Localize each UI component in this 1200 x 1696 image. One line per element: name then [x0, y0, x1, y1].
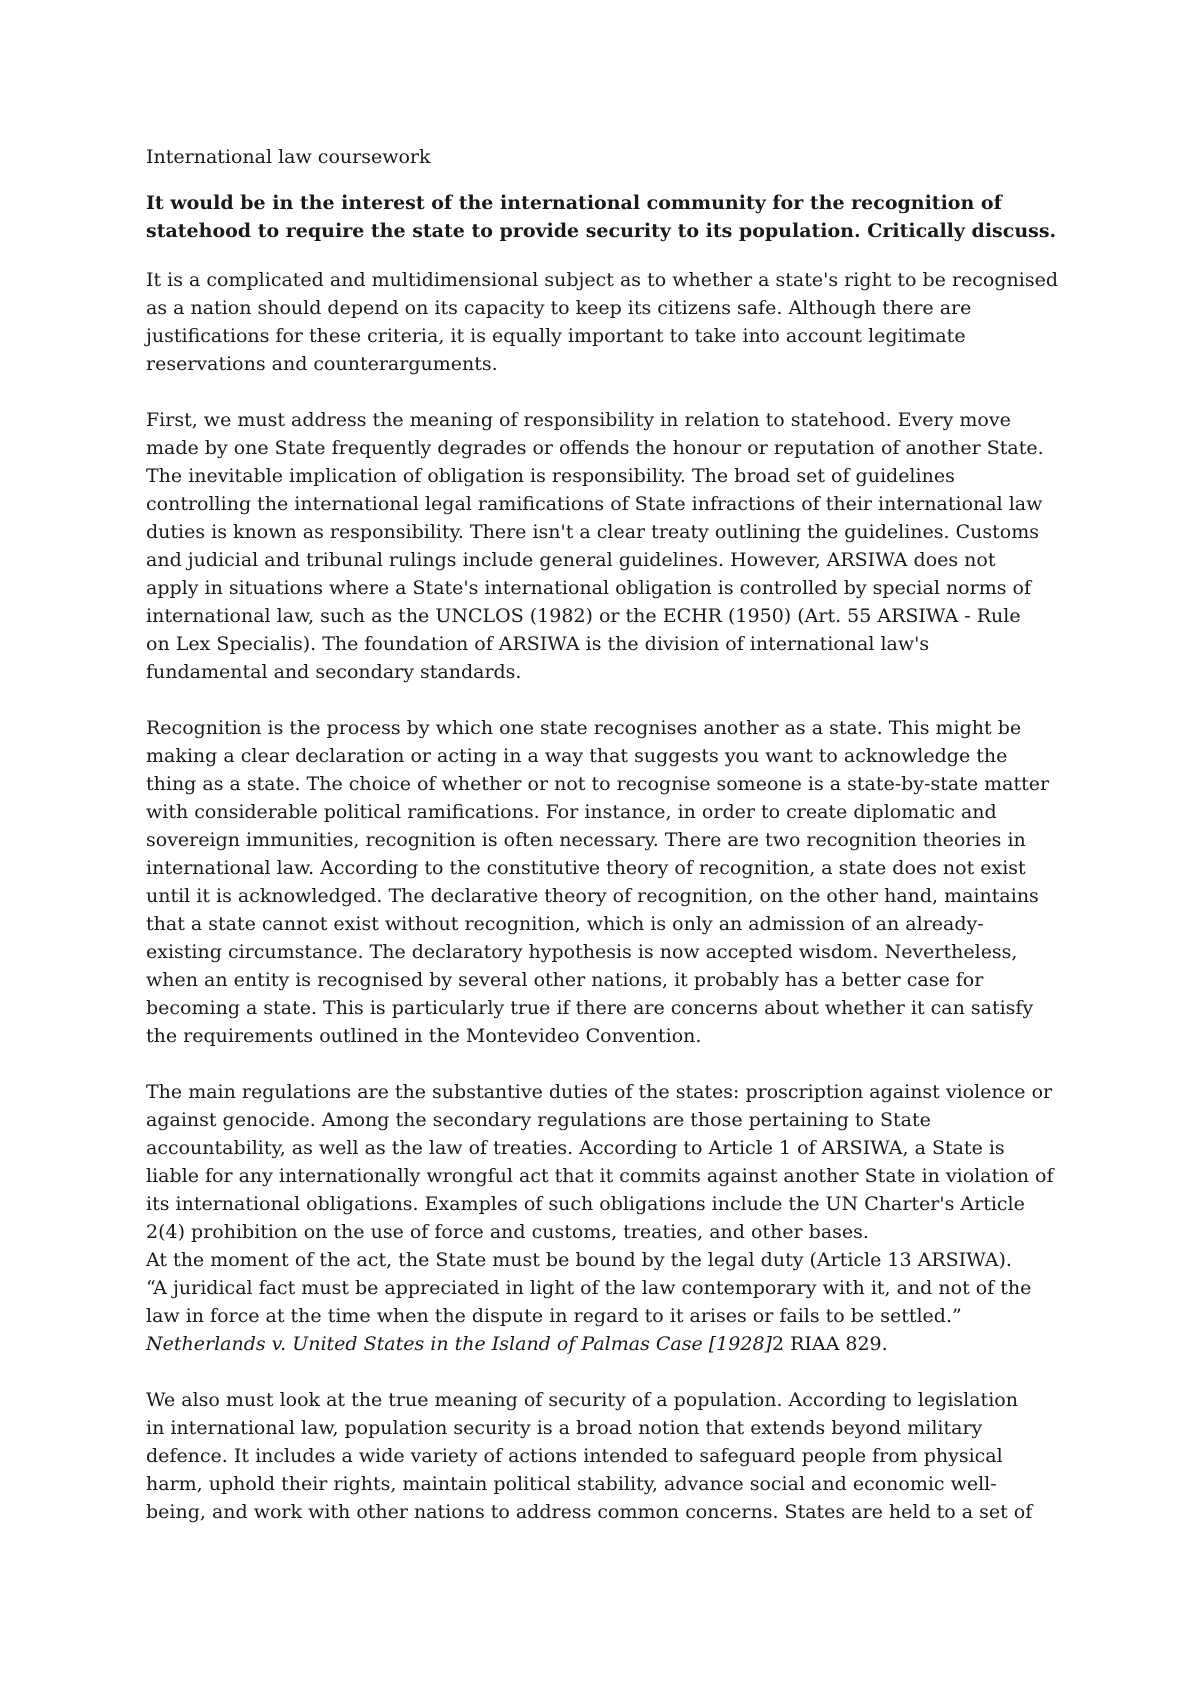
- text-line: when an entity is recognised by several other nations, it probably has a better case for: [146, 969, 984, 991]
- paragraph-regulations: [146, 1078, 1065, 1358]
- text-line: made by one State frequently degrades or offends the honour or reputation of another State.: [146, 437, 1044, 459]
- paragraph-responsibility: [146, 406, 1065, 686]
- text-line: duties is known as responsibility. There isn't a clear treaty outlining the guidelines. Customs: [146, 521, 1039, 543]
- text-line: international law, such as the UNCLOS (1982) or the ECHR (1950) (Art. 55 ARSIWA - Rule: [146, 605, 1021, 627]
- text-line: 2(4) prohibition on the use of force and customs, treaties, and other bases.: [146, 1221, 869, 1243]
- text-line: “A juridical fact must be appreciated in light of the law contemporary with it, and not of the: [146, 1277, 1032, 1299]
- text-line: controlling the international legal ramifications of State infractions of their international law: [146, 493, 1043, 515]
- paragraph-recognition: [146, 714, 1065, 1050]
- text-line: At the moment of the act, the State must be bound by the legal duty (Article 13 ARSIWA).: [146, 1249, 1012, 1271]
- question-line: It would be in the interest of the international community for the recognition of: [146, 192, 1002, 214]
- text-line: The inevitable implication of obligation is responsibility. The broad set of guidelines: [146, 465, 955, 487]
- text-line: with considerable political ramifications. For instance, in order to create diplomatic and: [146, 801, 997, 823]
- text-line: Recognition is the process by which one state recognises another as a state. This might be: [146, 717, 1022, 739]
- document-title: International law coursework: [146, 146, 431, 168]
- text-line: It is a complicated and multidimensional subject as to whether a state's right to be recognised: [146, 269, 1058, 291]
- paragraph-intro: [146, 266, 1065, 378]
- text-line: accountability, as well as the law of treaties. According to Article 1 of ARSIWA, a State is: [146, 1137, 1005, 1159]
- text-line: as a nation should depend on its capacity to keep its citizens safe. Although there are: [146, 297, 972, 319]
- text-line: justifications for these criteria, it is equally important to take into account legitimate: [146, 325, 966, 347]
- text-line: its international obligations. Examples of such obligations include the UN Charter's Article: [146, 1193, 1025, 1215]
- text-line: international law. According to the constitutive theory of recognition, a state does not exist: [146, 857, 1026, 879]
- text-line: existing circumstance. The declaratory hypothesis is now accepted wisdom. Nevertheless,: [146, 941, 1018, 963]
- text-line: making a clear declaration or acting in a way that suggests you want to acknowledge the: [146, 745, 1008, 767]
- text-line: that a state cannot exist without recognition, which is only an admission of an already-: [146, 913, 984, 935]
- text-line: defence. It includes a wide variety of actions intended to safeguard people from physical: [146, 1445, 1003, 1467]
- text-line: against genocide. Among the secondary regulations are those pertaining to State: [146, 1109, 931, 1131]
- text-line: the requirements outlined in the Montevideo Convention.: [146, 1025, 702, 1047]
- text-line: reservations and counterarguments.: [146, 353, 498, 375]
- case-reference: 2 RIAA 829.: [771, 1333, 888, 1355]
- paragraph-security: [146, 1386, 1065, 1526]
- text-line: until it is acknowledged. The declarative theory of recognition, on the other hand, maintains: [146, 885, 1039, 907]
- text-line: sovereign immunities, recognition is often necessary. There are two recognition theories in: [146, 829, 1026, 851]
- text-line: becoming a state. This is particularly true if there are concerns about whether it can satisfy: [146, 997, 1034, 1019]
- case-citation: [146, 1330, 1065, 1358]
- text-line: on Lex Specialis). The foundation of ARSIWA is the division of international law's: [146, 633, 930, 655]
- text-line: fundamental and secondary standards.: [146, 661, 522, 683]
- case-name: Netherlands v. United States in the Island of Palmas Case [1928]: [146, 1333, 772, 1355]
- document-body: [146, 143, 1065, 1554]
- text-line: harm, uphold their rights, maintain political stability, advance social and economic well-: [146, 1473, 997, 1495]
- text-line: First, we must address the meaning of responsibility in relation to statehood. Every move: [146, 409, 1011, 431]
- essay-question: [146, 189, 1065, 245]
- text-line: The main regulations are the substantive duties of the states: proscription against violence or: [146, 1081, 1053, 1103]
- text-line: We also must look at the true meaning of security of a population. According to legislation: [146, 1389, 1018, 1411]
- text-line: law in force at the time when the dispute in regard to it arises or fails to be settled.”: [146, 1305, 962, 1327]
- question-line: statehood to require the state to provide security to its population. Critically discuss.: [146, 220, 1057, 242]
- text-line: thing as a state. The choice of whether or not to recognise someone is a state-by-state matter: [146, 773, 1050, 795]
- text-line: being, and work with other nations to address common concerns. States are held to a set of: [146, 1501, 1033, 1523]
- text-line: apply in situations where a State's international obligation is controlled by special norms of: [146, 577, 1031, 599]
- text-line: in international law, population security is a broad notion that extends beyond military: [146, 1417, 983, 1439]
- text-line: liable for any internationally wrongful act that it commits against another State in violation of: [146, 1165, 1054, 1187]
- text-line: and judicial and tribunal rulings include general guidelines. However, ARSIWA does not: [146, 549, 996, 571]
